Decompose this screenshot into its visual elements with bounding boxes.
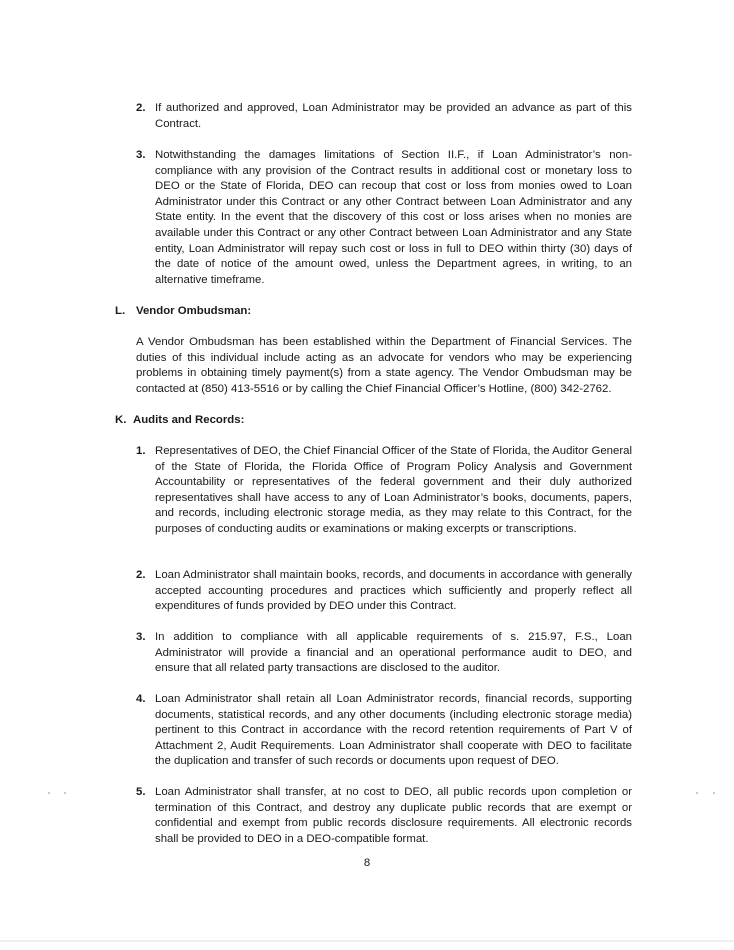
item-number: 4. bbox=[136, 693, 146, 705]
item-number: 3. bbox=[136, 149, 146, 161]
section-paragraph: A Vendor Ombudsman has been established within the Department of Financial Services. The duties of this individual include acting as an advocate for vendors who may be experiencing problems in obtaining timely payment(s) from a state agency. The Vendor Ombudsman may be contacted at (850) 413-5516 or by calling the Chief Financial Officer’s Hotline, (800) 342-2762. bbox=[136, 336, 632, 395]
list-item: Loan Administrator shall maintain books, records, and documents in accordance with generally accepted accounting procedures and practices which sufficiently and properly reflect all expenditures of funds provided by DEO under this Contract. bbox=[155, 569, 632, 613]
section-heading: Audits and Records: bbox=[133, 414, 245, 426]
section-heading: Vendor Ombudsman: bbox=[136, 305, 252, 317]
page-number: 8 bbox=[363, 857, 371, 869]
item-number: 5. bbox=[136, 786, 146, 798]
item-number: 3. bbox=[136, 631, 146, 643]
item-number: 1. bbox=[136, 445, 146, 457]
list-item: If authorized and approved, Loan Administrator may be provided an advance as part of this Contract. bbox=[155, 102, 632, 130]
item-number: 2. bbox=[136, 102, 146, 114]
item-number: 2. bbox=[136, 569, 146, 581]
list-item: Notwithstanding the damages limitations of Section II.F., if Loan Administrator’s non-compliance with any provision of the Contract results in additional cost or monetary loss to DEO or the State of Florida, DEO can recoup that cost or loss from monies owed to Loan Administrator under this Contract or any other Contract between Loan Administrator and any State entity. In the event that the discovery of this cost or loss arises when no monies are available under this Contract or any other Contract between Loan Administrator and any State entity, Loan Administrator will repay such cost or loss in full to DEO within thirty (30) days of the date of notice of the amount owed, unless the Department agrees, in writing, to an alternative timeframe. bbox=[155, 149, 632, 286]
list-item: Representatives of DEO, the Chief Financial Officer of the State of Florida, the Auditor General of the State of Florida, the Florida Office of Program Policy Analysis and Government Accountability or representatives of the federal government and their duly authorized representatives shall have access to any of Loan Administrator’s books, documents, papers, and records, including electronic storage media, as they may relate to this Contract, for the purposes of conducting audits or examinations or making excerpts or transcriptions. bbox=[155, 445, 632, 535]
list-item: In addition to compliance with all applicable requirements of s. 215.97, F.S., Loan Administrator will provide a financial and an operational performance audit to DEO, and ensure that all related party transactions are disclosed to the auditor. bbox=[155, 631, 632, 675]
scan-speck bbox=[48, 792, 50, 794]
section-letter: K. bbox=[115, 414, 127, 426]
section-letter: L. bbox=[115, 305, 126, 317]
list-item: Loan Administrator shall retain all Loan Administrator records, financial records, supporting documents, statistical records, and any other documents (including electronic storage media) pertinent to this Contract in accordance with the record retention requirements of Part V of Attachment 2, Audit Requirements. Loan Administrator shall cooperate with DEO to facilitate the duplication and transfer of such records or documents upon request of DEO. bbox=[155, 693, 632, 768]
scan-speck bbox=[696, 792, 698, 794]
list-item: Loan Administrator shall transfer, at no cost to DEO, all public records upon completion or termination of this Contract, and destroy any duplicate public records that are exempt or confidential and exempt from public records disclosure requirements. All electronic records shall be provided to DEO in a DEO-compatible format. bbox=[155, 786, 632, 845]
scan-edge bbox=[0, 940, 734, 942]
scan-speck bbox=[64, 792, 66, 794]
scan-speck bbox=[713, 792, 715, 794]
